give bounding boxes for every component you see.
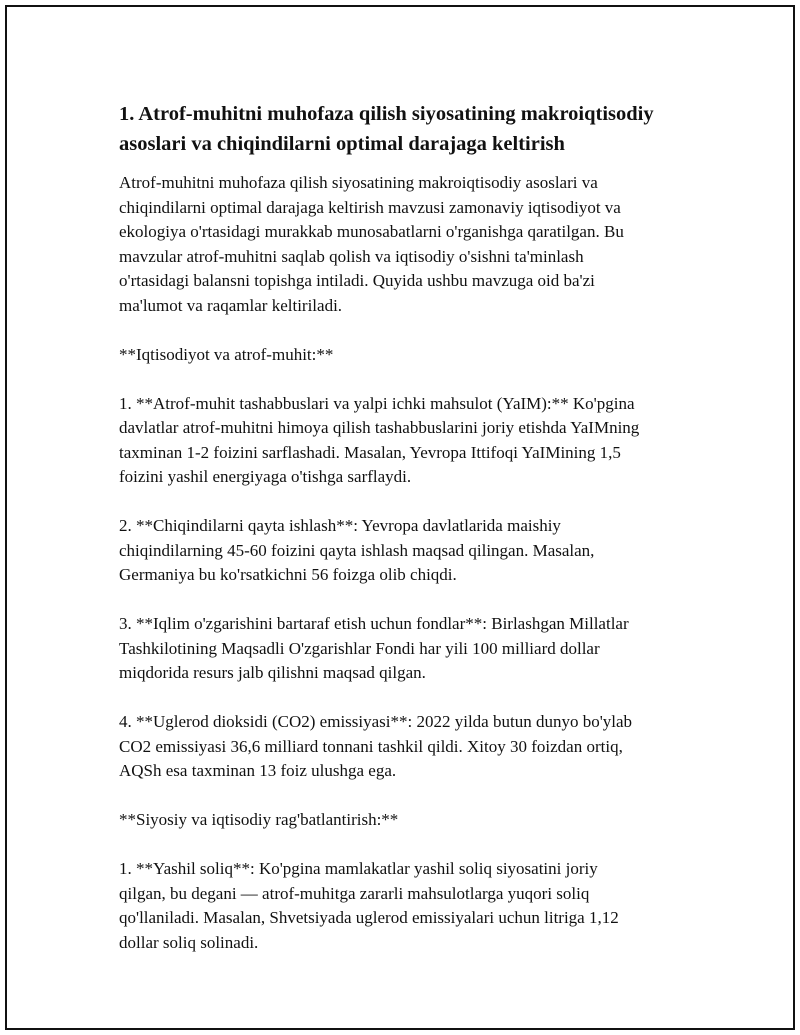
- document-title: 1. Atrof-muhitni muhofaza qilish siyosatining makroiqtisodiy asoslari va chiqindilarni optimal darajaga keltirish: [119, 103, 654, 155]
- section-heading-incentives: **Siyosiy va iqtisodiy rag'batlantirish:**: [119, 810, 399, 829]
- document-page: [5, 5, 795, 1030]
- list-item-green-tax: 1. **Yashil soliq**: Ko'pgina mamlakatlar yashil soliq siyosatini joriy qilgan, bu degani — atrof-muhitga zararli mahsulotlarga yuqori soliq qo'llaniladi. Masalan, Shvetsiyada uglerod emissiyalari uchun litriga 1,12 dollar soliq solinadi.: [119, 859, 619, 952]
- list-item-climate-funds: 3. **Iqlim o'zgarishini bartaraf etish uchun fondlar**: Birlashgan Millatlar Tashkilotining Maqsadli O'zgarishlar Fondi har yili 100 milliard dollar miqdorida resurs jalb qilishni maqsad qilgan.: [119, 614, 629, 682]
- list-item-recycling: 2. **Chiqindilarni qayta ishlash**: Yevropa davlatlarida maishiy chiqindilarning 45-60 foizini qayta ishlash maqsad qilingan. Masalan, Germaniya bu ko'rsatkichni 56 foizga olib chiqdi.: [119, 516, 595, 584]
- list-item-gdp: 1. **Atrof-muhit tashabbuslari va yalpi ichki mahsulot (YaIM):** Ko'pgina davlatlar atrof-muhitni himoya qilish tashabbuslarini joriy etishda YaIMning taxminan 1-2 foizini sarflashadi. Masalan, Yevropa Ittifoqi YaIMining 1,5 foizini yashil energiyaga o'tishga sarflaydi.: [119, 393, 640, 486]
- section-heading-economy: **Iqtisodiyot va atrof-muhit:**: [119, 344, 334, 364]
- document-content: [119, 99, 699, 980]
- intro-paragraph: Atrof-muhitni muhofaza qilish siyosatining makroiqtisodiy asoslari va chiqindilarni optimal darajaga keltirish mavzusi zamonaviy iqtisodiyot va ekologiya o'rtasidagi murakkab munosabatlarni o'rganishga qaratilgan. Bu mavzular atrof-muhitni saqlab qolish va iqtisodiy o'sishni ta'minlash o'rtasidagi balansni topishga intiladi. Quyida ushbu mavzuga oid ba'zi ma'lumot va raqamlar keltiriladi.: [119, 173, 624, 315]
- list-item-co2-emissions: 4. **Uglerod dioksidi (CO2) emissiyasi**: 2022 yilda butun dunyo bo'ylab CO2 emissiyasi 36,6 milliard tonnani tashkil qildi. Xitoy 30 foizdan ortiq, AQSh esa taxminan 13 foiz ulushga ega.: [119, 712, 633, 780]
